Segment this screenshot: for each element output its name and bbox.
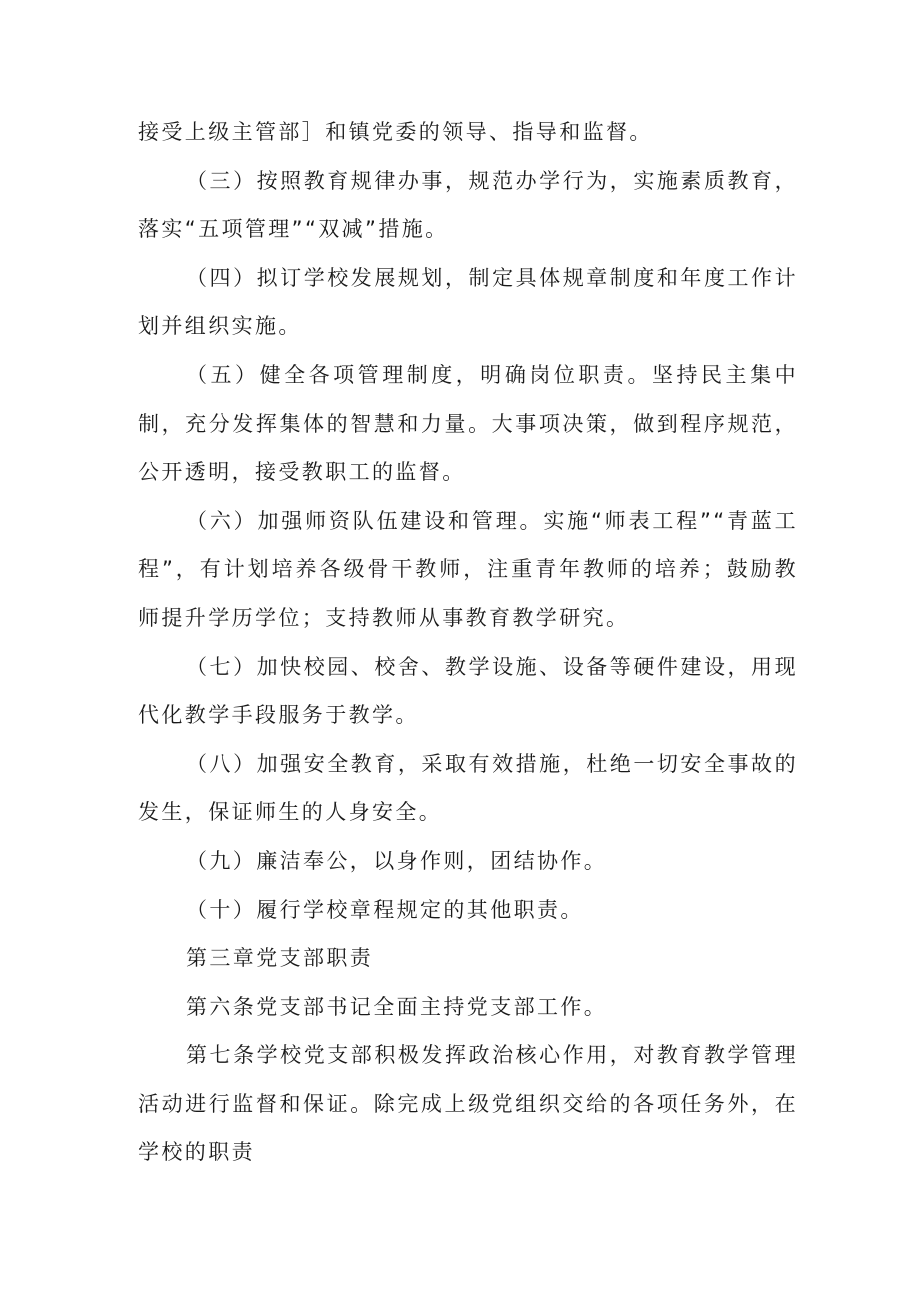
paragraph-item-10: （十）履行学校章程规定的其他职责。 (186, 897, 584, 922)
paragraph-item-7: （七）加快校园、校舍、教学设施、设备等硬件建设，用现代化教学手段服务于教学。 (138, 654, 798, 728)
article-6: 第六条党支部书记全面主持党支部工作。 (186, 994, 608, 1019)
paragraph-item-4: （四）拟订学校发展规划，制定具体规章制度和年度工作计划并组织实施。 (138, 265, 798, 339)
paragraph-item-9: （九）廉洁奉公，以身作则，团结协作。 (186, 848, 608, 873)
paragraph-item-8: （八）加强安全教育，采取有效措施，杜绝一切安全事故的发生，保证师生的人身安全。 (138, 751, 798, 825)
chapter-heading: 第三章党支部职责 (186, 946, 374, 971)
article-7: 第七条学校党支部积极发挥政治核心作用，对教育教学管理活动进行监督和保证。除完成上级党组织交给的各项任务外，在学校的职责 (138, 1043, 798, 1165)
paragraph-item-6: （六）加强师资队伍建设和管理。实施“师表工程”“青蓝工程”，有计划培养各级骨干教师，注重青年教师的培养；鼓励教师提升学历学位；支持教师从事教育教学研究。 (138, 508, 798, 630)
paragraph-continuation: 接受上级主管部］和镇党委的领导、指导和监督。 (138, 120, 653, 144)
paragraph-item-5: （五）健全各项管理制度，明确岗位职责。坚持民主集中制，充分发挥集体的智慧和力量。大事项决策，做到程序规范，公开透明，接受教职工的监督。 (138, 362, 798, 485)
paragraph-item-3: （三）按照教育规律办事，规范办学行为，实施素质教育，落实“五项管理”“双减”措施。 (138, 168, 798, 242)
document-body (138, 108, 798, 1177)
